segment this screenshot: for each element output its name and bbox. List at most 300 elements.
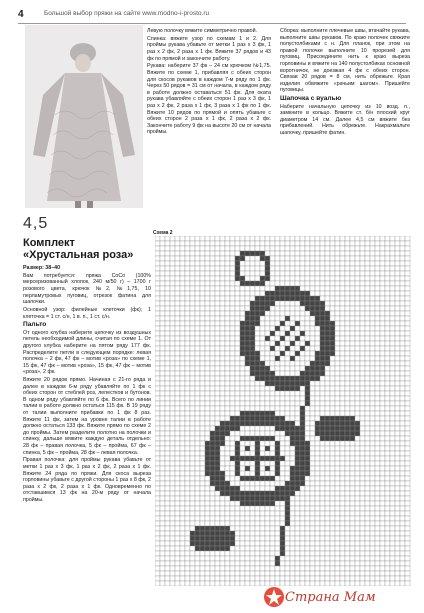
chart-cell xyxy=(305,331,310,336)
chart-cell xyxy=(340,356,345,361)
chart-cell xyxy=(180,286,185,291)
chart-cell xyxy=(300,336,305,341)
chart-cell xyxy=(360,506,365,511)
chart-cell xyxy=(235,521,240,526)
chart-cell xyxy=(225,376,230,381)
chart-cell xyxy=(155,301,160,306)
chart-cell xyxy=(335,246,340,251)
chart-cell xyxy=(340,571,345,576)
chart-cell xyxy=(180,496,185,501)
chart-cell xyxy=(325,236,330,241)
chart-cell xyxy=(390,391,395,396)
chart-cell xyxy=(350,321,355,326)
chart-cell xyxy=(355,316,360,321)
chart-cell xyxy=(335,576,340,581)
chart-cell xyxy=(315,261,320,266)
chart-cell xyxy=(290,291,295,296)
chart-cell xyxy=(160,456,165,461)
chart-cell xyxy=(385,496,390,501)
chart-cell xyxy=(345,311,350,316)
chart-cell xyxy=(175,316,180,321)
chart-cell xyxy=(220,371,225,376)
chart-cell xyxy=(260,571,265,576)
chart-cell xyxy=(200,571,205,576)
chart-cell xyxy=(370,526,375,531)
chart-cell xyxy=(305,346,310,351)
chart-cell xyxy=(315,456,320,461)
chart-cell xyxy=(300,561,305,566)
chart-cell xyxy=(250,291,255,296)
chart-cell xyxy=(245,356,250,361)
chart-cell xyxy=(280,501,285,506)
chart-cell xyxy=(215,456,220,461)
chart-cell xyxy=(405,321,410,326)
chart-cell xyxy=(270,526,275,531)
chart-cell xyxy=(275,541,280,546)
chart-cell xyxy=(320,331,325,336)
chart-cell xyxy=(310,551,315,556)
chart-cell xyxy=(220,331,225,336)
chart-cell xyxy=(160,451,165,456)
chart-cell xyxy=(405,271,410,276)
chart-cell xyxy=(305,356,310,361)
chart-cell xyxy=(315,561,320,566)
chart-cell xyxy=(405,516,410,521)
chart-cell xyxy=(225,581,230,586)
chart-cell xyxy=(330,261,335,266)
chart-cell xyxy=(165,501,170,506)
chart-cell xyxy=(165,256,170,261)
chart-cell xyxy=(385,566,390,571)
chart-cell xyxy=(375,281,380,286)
chart-cell xyxy=(215,581,220,586)
chart-cell xyxy=(300,536,305,541)
chart-cell xyxy=(290,476,295,481)
chart-cell xyxy=(245,371,250,376)
chart-cell xyxy=(405,286,410,291)
chart-cell xyxy=(210,471,215,476)
chart-cell xyxy=(375,356,380,361)
chart-cell xyxy=(375,511,380,516)
chart-cell xyxy=(160,336,165,341)
chart-cell xyxy=(395,261,400,266)
chart-cell xyxy=(215,366,220,371)
chart-cell xyxy=(365,471,370,476)
chart-cell xyxy=(270,356,275,361)
chart-cell xyxy=(235,561,240,566)
chart-cell xyxy=(230,466,235,471)
chart-cell xyxy=(355,371,360,376)
chart-cell xyxy=(355,486,360,491)
chart-cell xyxy=(285,516,290,521)
chart-cell xyxy=(365,276,370,281)
chart-cell xyxy=(165,426,170,431)
chart-cell xyxy=(395,236,400,241)
chart-cell xyxy=(250,581,255,586)
chart-cell xyxy=(250,451,255,456)
chart-cell xyxy=(290,261,295,266)
chart-cell xyxy=(305,306,310,311)
chart-cell xyxy=(210,516,215,521)
chart-cell xyxy=(310,351,315,356)
chart-cell xyxy=(250,431,255,436)
chart-cell xyxy=(370,251,375,256)
chart-cell xyxy=(345,541,350,546)
chart-cell xyxy=(180,421,185,426)
chart-cell xyxy=(175,301,180,306)
chart-cell xyxy=(210,296,215,301)
chart-cell xyxy=(155,511,160,516)
chart-cell xyxy=(165,446,170,451)
chart-cell xyxy=(290,511,295,516)
chart-cell xyxy=(275,301,280,306)
chart-cell xyxy=(380,411,385,416)
chart-cell xyxy=(355,501,360,506)
chart-cell xyxy=(245,321,250,326)
chart-cell xyxy=(335,496,340,501)
chart-cell xyxy=(315,546,320,551)
chart-cell xyxy=(185,391,190,396)
chart-cell xyxy=(175,396,180,401)
chart-cell xyxy=(160,381,165,386)
chart-cell xyxy=(360,421,365,426)
chart-cell xyxy=(235,316,240,321)
chart-cell xyxy=(155,356,160,361)
chart-cell xyxy=(295,306,300,311)
chart-cell xyxy=(255,471,260,476)
chart-cell xyxy=(345,316,350,321)
chart-cell xyxy=(360,556,365,561)
chart-cell xyxy=(260,391,265,396)
chart-cell xyxy=(395,431,400,436)
chart-cell xyxy=(375,531,380,536)
chart-cell xyxy=(245,576,250,581)
chart-cell xyxy=(365,241,370,246)
chart-cell xyxy=(290,461,295,466)
chart-cell xyxy=(185,366,190,371)
chart-cell xyxy=(205,361,210,366)
chart-cell xyxy=(265,366,270,371)
chart-cell xyxy=(335,356,340,361)
chart-cell xyxy=(155,311,160,316)
chart-cell xyxy=(220,301,225,306)
chart-cell xyxy=(225,296,230,301)
chart-cell xyxy=(290,391,295,396)
chart-cell xyxy=(170,481,175,486)
chart-cell xyxy=(210,521,215,526)
chart-cell xyxy=(215,496,220,501)
chart-cell xyxy=(395,416,400,421)
chart-cell xyxy=(160,406,165,411)
chart-cell xyxy=(255,561,260,566)
chart-cell xyxy=(230,291,235,296)
chart-cell xyxy=(390,311,395,316)
mid-paragraph-2: Спинка: вяжите узор по схемам 1 и 2. Для проймы рукава убавьте от метки 1 раз х 3 фк, 1 раз х 2 фк, 2 раза х 1 фк. Вяжите 37 рядов и 43 фк по прямой и закончите работу. xyxy=(147,35,271,62)
chart-cell xyxy=(360,296,365,301)
chart-cell xyxy=(200,476,205,481)
chart-cell xyxy=(185,341,190,346)
chart-cell xyxy=(180,521,185,526)
chart-cell xyxy=(240,536,245,541)
chart-cell xyxy=(210,391,215,396)
chart-cell xyxy=(360,566,365,571)
chart-cell xyxy=(380,426,385,431)
chart-cell xyxy=(205,511,210,516)
chart-cell xyxy=(320,321,325,326)
chart-cell xyxy=(345,476,350,481)
chart-cell xyxy=(390,471,395,476)
chart-cell xyxy=(405,421,410,426)
chart-cell xyxy=(225,441,230,446)
chart-cell xyxy=(160,321,165,326)
chart-cell xyxy=(385,236,390,241)
chart-cell xyxy=(325,356,330,361)
chart-cell xyxy=(395,341,400,346)
chart-cell xyxy=(395,436,400,441)
chart-cell xyxy=(155,386,160,391)
chart-cell xyxy=(280,406,285,411)
chart-cell xyxy=(235,301,240,306)
chart-cell xyxy=(285,496,290,501)
chart-cell xyxy=(335,486,340,491)
chart-cell xyxy=(180,466,185,471)
chart-cell xyxy=(250,471,255,476)
chart-cell xyxy=(395,526,400,531)
model-photo-drawing xyxy=(25,25,143,208)
chart-cell xyxy=(165,496,170,501)
chart-cell xyxy=(245,566,250,571)
chart-cell xyxy=(315,316,320,321)
chart-cell xyxy=(370,446,375,451)
chart-cell xyxy=(260,311,265,316)
chart-cell xyxy=(155,321,160,326)
chart-cell xyxy=(185,356,190,361)
chart-cell xyxy=(165,396,170,401)
chart-cell xyxy=(205,276,210,281)
chart-cell xyxy=(320,286,325,291)
chart-cell xyxy=(305,321,310,326)
chart-cell xyxy=(165,366,170,371)
chart-cell xyxy=(365,496,370,501)
chart-cell xyxy=(210,501,215,506)
chart-cell xyxy=(320,551,325,556)
chart-cell xyxy=(240,426,245,431)
chart-cell xyxy=(355,266,360,271)
chart-cell xyxy=(285,356,290,361)
chart-cell xyxy=(350,451,355,456)
chart-cell xyxy=(305,426,310,431)
chart-cell xyxy=(400,496,405,501)
chart-cell xyxy=(340,556,345,561)
chart-cell xyxy=(390,476,395,481)
chart-cell xyxy=(260,361,265,366)
chart-cell xyxy=(315,521,320,526)
chart-cell xyxy=(315,381,320,386)
chart-cell xyxy=(245,546,250,551)
chart-cell xyxy=(330,396,335,401)
chart-cell xyxy=(215,461,220,466)
chart-cell xyxy=(345,536,350,541)
chart-cell xyxy=(205,431,210,436)
chart-cell xyxy=(350,356,355,361)
chart-cell xyxy=(340,581,345,586)
chart-cell xyxy=(380,456,385,461)
chart-cell xyxy=(390,551,395,556)
chart-cell xyxy=(330,336,335,341)
chart-cell xyxy=(270,556,275,561)
chart-cell xyxy=(280,336,285,341)
chart-cell xyxy=(225,551,230,556)
chart-cell xyxy=(190,301,195,306)
chart-cell xyxy=(230,476,235,481)
chart-cell xyxy=(345,516,350,521)
chart-cell xyxy=(190,246,195,251)
chart-cell xyxy=(350,471,355,476)
chart-cell xyxy=(340,446,345,451)
chart-cell xyxy=(255,366,260,371)
chart-cell xyxy=(245,261,250,266)
chart-cell xyxy=(260,251,265,256)
chart-cell xyxy=(305,561,310,566)
chart-cell xyxy=(330,446,335,451)
chart-cell xyxy=(180,261,185,266)
chart-cell xyxy=(350,436,355,441)
chart-cell xyxy=(155,456,160,461)
chart-cell xyxy=(310,401,315,406)
chart-cell xyxy=(325,426,330,431)
chart-cell xyxy=(240,501,245,506)
chart-cell xyxy=(265,276,270,281)
chart-cell xyxy=(335,551,340,556)
chart-cell xyxy=(405,406,410,411)
chart-cell xyxy=(250,321,255,326)
chart-cell xyxy=(205,551,210,556)
chart-cell xyxy=(190,581,195,586)
chart-cell xyxy=(170,336,175,341)
chart-cell xyxy=(210,491,215,496)
chart-cell xyxy=(365,311,370,316)
chart-cell xyxy=(295,236,300,241)
chart-cell xyxy=(395,531,400,536)
chart-cell xyxy=(355,546,360,551)
chart-cell xyxy=(355,306,360,311)
chart-cell xyxy=(260,501,265,506)
chart-cell xyxy=(375,486,380,491)
chart-cell xyxy=(290,271,295,276)
chart-cell xyxy=(240,516,245,521)
chart-cell xyxy=(330,576,335,581)
chart-cell xyxy=(165,266,170,271)
chart-cell xyxy=(270,296,275,301)
chart-cell xyxy=(180,431,185,436)
chart-cell xyxy=(155,446,160,451)
chart-cell xyxy=(365,356,370,361)
chart-cell xyxy=(350,526,355,531)
chart-cell xyxy=(335,581,340,586)
chart-cell xyxy=(190,561,195,566)
chart-cell xyxy=(240,566,245,571)
chart-cell xyxy=(190,526,195,531)
chart-cell xyxy=(335,236,340,241)
chart-cell xyxy=(185,426,190,431)
chart-cell xyxy=(245,436,250,441)
chart-cell xyxy=(385,371,390,376)
chart-cell xyxy=(265,461,270,466)
chart-cell xyxy=(265,301,270,306)
chart-cell xyxy=(190,271,195,276)
chart-cell xyxy=(375,316,380,321)
chart-cell xyxy=(275,241,280,246)
chart-cell xyxy=(200,496,205,501)
chart-cell xyxy=(295,561,300,566)
chart-cell xyxy=(400,321,405,326)
chart-cell xyxy=(395,406,400,411)
chart-cell xyxy=(270,436,275,441)
chart-cell xyxy=(290,376,295,381)
chart-cell xyxy=(155,401,160,406)
chart-cell xyxy=(290,366,295,371)
chart-cell xyxy=(340,326,345,331)
chart-cell xyxy=(395,381,400,386)
chart-cell xyxy=(310,416,315,421)
chart-cell xyxy=(230,486,235,491)
chart-cell xyxy=(315,341,320,346)
chart-cell xyxy=(280,341,285,346)
chart-cell xyxy=(395,441,400,446)
chart-cell xyxy=(335,531,340,536)
chart-cell xyxy=(195,466,200,471)
chart-cell xyxy=(280,456,285,461)
chart-cell xyxy=(185,396,190,401)
chart-cell xyxy=(370,296,375,301)
chart-cell xyxy=(180,351,185,356)
chart-cell xyxy=(325,366,330,371)
chart-cell xyxy=(185,376,190,381)
chart-cell xyxy=(170,311,175,316)
chart-cell xyxy=(195,446,200,451)
chart-cell xyxy=(390,361,395,366)
chart-cell xyxy=(210,361,215,366)
chart-cell xyxy=(310,271,315,276)
chart-cell xyxy=(320,481,325,486)
chart-cell xyxy=(275,266,280,271)
chart-cell xyxy=(275,351,280,356)
chart-cell xyxy=(270,496,275,501)
chart-cell xyxy=(175,451,180,456)
chart-cell xyxy=(300,526,305,531)
chart-cell xyxy=(360,416,365,421)
chart-cell xyxy=(345,411,350,416)
chart-cell xyxy=(360,516,365,521)
chart-cell xyxy=(240,526,245,531)
chart-cell xyxy=(405,571,410,576)
chart-cell xyxy=(155,471,160,476)
chart-cell xyxy=(200,391,205,396)
chart-cell xyxy=(305,546,310,551)
chart-cell xyxy=(285,376,290,381)
chart-cell xyxy=(265,346,270,351)
chart-cell xyxy=(370,256,375,261)
chart-cell xyxy=(325,251,330,256)
chart-cell xyxy=(390,416,395,421)
chart-cell xyxy=(390,461,395,466)
chart-cell xyxy=(195,456,200,461)
chart-cell xyxy=(305,271,310,276)
chart-cell xyxy=(225,411,230,416)
chart-cell xyxy=(180,336,185,341)
chart-cell xyxy=(155,406,160,411)
chart-cell xyxy=(250,266,255,271)
